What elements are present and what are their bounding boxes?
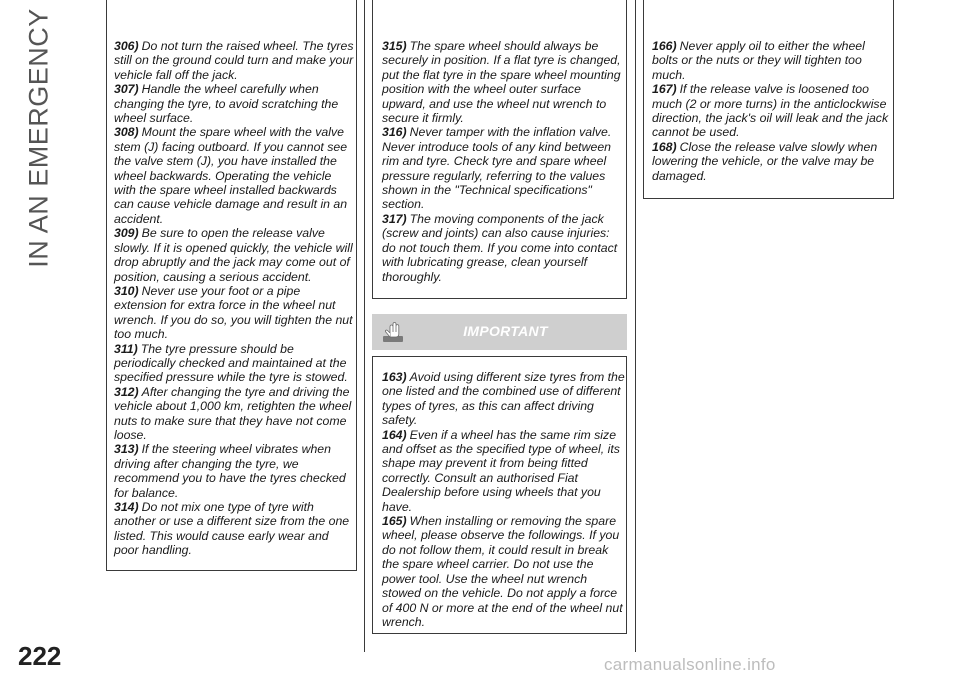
page-number: 222 [18,641,62,671]
watermark: carmanualsonline.info [604,655,776,674]
column-divider [364,0,365,652]
note-166: 166) Never apply oil to either the wheel bolts or the nuts or they will tighten too much. [652,39,865,82]
important-header [372,314,627,350]
note-307: 307) Handle the wheel carefully when changing the tyre, to avoid scratching the wheel surface. [114,82,339,126]
note-306: 306) Do not turn the raised wheel. The tyres still on the ground could turn and make your vehicle fall off the jack. [114,39,354,82]
note-312: 312) After changing the tyre and driving the vehicle about 1,000 km, retighten the wheel nuts to make sure that they have not come loose. [114,384,352,442]
notes-panel-right [643,0,894,199]
note-163: 163) Avoid using different size tyres from the one listed and the combined use of different types of tyres, as this can affect driving safety. [382,370,625,428]
important-panel [372,356,627,634]
notes-panel-left [106,0,357,571]
note-310: 310) Never use your foot or a pipe extension for extra force in the wheel nut wrench. If you do so, you will tighten the nut too much. [114,283,353,342]
note-317: 317) The moving components of the jack (screw and joints) can also cause injuries: do not touch them. If you come into contact with lubricating grease, clean yourself thoroughly. [382,211,618,284]
note-308: 308) Mount the spare wheel with the valve stem (J) facing outboard. If you cannot see the valve stem (J), you have installed the wheel backwards. Operating the vehicle with the spare wheel installed backwards can cause vehicle damage and result in an accident. [114,125,348,226]
section-title [14,8,64,268]
note-309: 309) Be sure to open the release valve slowly. If it is opened quickly, the vehicle will drop abruptly and the jack may come out of position, causing a serious accident. [114,226,353,284]
note-311: 311) The tyre pressure should be periodically checked and maintained at the specified pressure while the tyre is stowed. [114,341,348,385]
note-167: 167) If the release valve is loosened too much (2 or more turns) in the anticlockwise direction, the jack's oil will leak and the jack cannot be used. [652,82,889,140]
note-316: 316) Never tamper with the inflation valve. Never introduce tools of any kind between rim and tyre. Check tyre and spare wheel pressure regularly, referring to the values shown in the "Technical specifications" section. [382,125,612,212]
note-315: 315) The spare wheel should always be securely in position. If a flat tyre is changed, put the flat tyre in the spare wheel mounting position with the wheel outer surface upward, and use the wheel nut wrench to secure it firmly. [382,39,621,126]
important-label: IMPORTANT [463,323,548,339]
section-title-text: IN AN EMERGENCY [23,8,54,268]
notes-panel-middle [372,0,627,299]
column-divider [635,0,636,652]
note-164: 164) Even if a wheel has the same rim size and offset as the specified type of wheel, its shape may prevent it from being fitted correctly. Consult an authorised Fiat Dealership before using wheels that you have. [382,427,620,514]
note-313: 313) If the steering wheel vibrates when driving after changing the tyre, we recommend you to have the tyres checked for balance. [114,442,346,500]
note-314: 314) Do not mix one type of tyre with another or use a different size from the one listed. This would cause early wear and poor handling. [114,500,350,558]
note-168: 168) Close the release valve slowly when lowering the vehicle, or the valve may be damaged. [652,139,878,183]
note-165: 165) When installing or removing the spare wheel, please observe the followings. If you do not follow them, it could result in break the spare wheel carrier. Do not use the power tool. Use the wheel nut wrench stowed on the vehicle. Do not apply a force of 400 N or more at the end of the wheel nut wrench. [382,514,623,629]
